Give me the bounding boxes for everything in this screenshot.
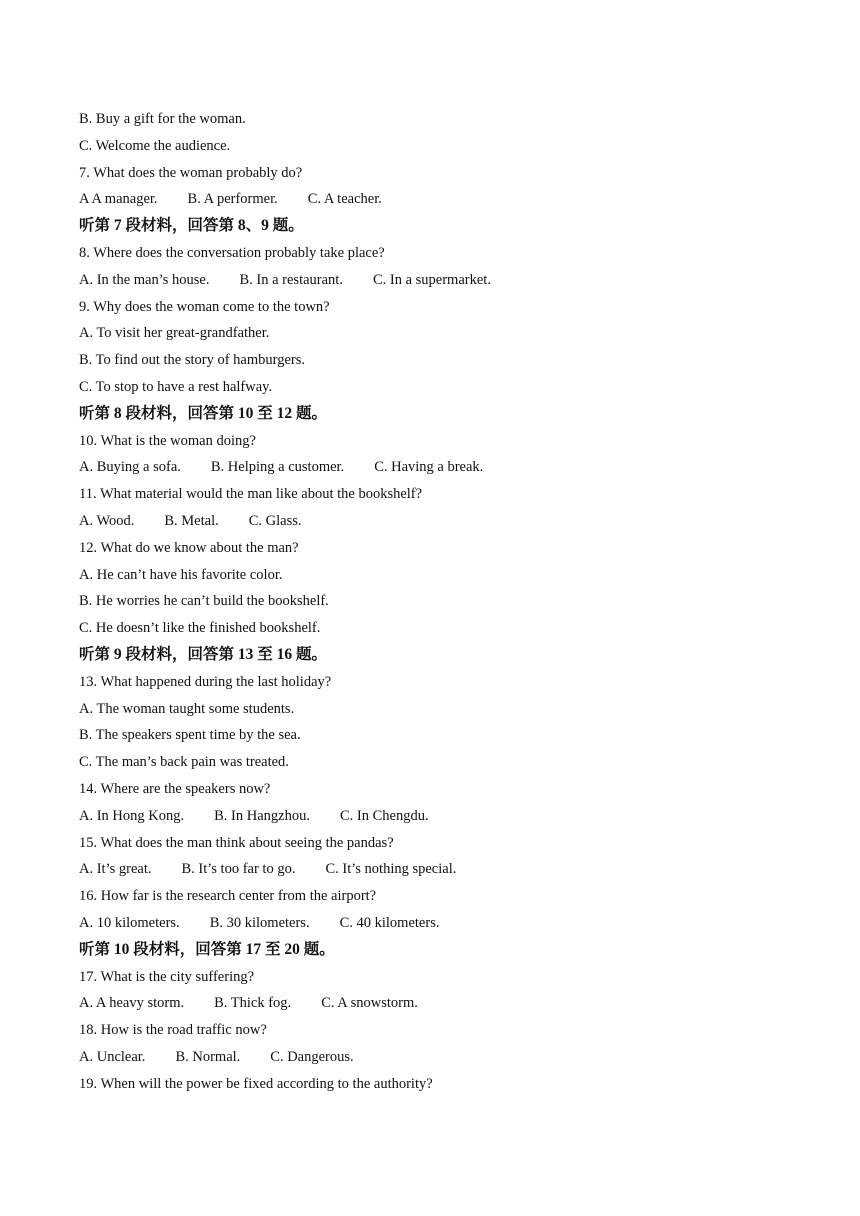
question-line: 17. What is the city suffering? <box>79 968 255 985</box>
options-row <box>79 508 819 535</box>
option-b: B. In a restaurant. <box>239 271 343 288</box>
section-heading: 听第 8 段材料，回答第 10 至 12 题。 <box>79 404 328 422</box>
option-c: C. Dangerous. <box>270 1048 354 1065</box>
question-line: 9. Why does the woman come to the town? <box>79 298 330 315</box>
option-a: A. Unclear. <box>79 1048 146 1065</box>
options-row <box>79 856 819 883</box>
option-c: C. In a supermarket. <box>372 271 491 288</box>
option-c: C. It’s nothing special. <box>325 861 457 878</box>
option-line: C. To stop to have a rest halfway. <box>79 378 273 395</box>
options-row <box>79 990 819 1017</box>
option-c: C. Glass. <box>248 512 302 529</box>
option-a: A. Wood. <box>79 512 135 529</box>
option-line: B. The speakers spent time by the sea. <box>79 727 301 744</box>
section-heading: 听第 9 段材料，回答第 13 至 16 题。 <box>79 645 328 663</box>
question-line: 7. What does the woman probably do? <box>79 164 303 181</box>
option-line: C. The man’s back pain was treated. <box>79 754 289 771</box>
option-a: A. In Hong Kong. <box>79 807 185 824</box>
option-a: A. In the man’s house. <box>79 271 210 288</box>
options-row <box>79 910 819 937</box>
question-line: 15. What does the man think about seeing the pandas? <box>79 834 394 851</box>
question-line: 13. What happened during the last holiday? <box>79 673 332 690</box>
option-line: A. He can’t have his favorite color. <box>79 566 283 583</box>
option-c: C. A snowstorm. <box>321 995 418 1012</box>
option-line: A. To visit her great-grandfather. <box>79 325 270 342</box>
option-c: C. Having a break. <box>374 459 484 476</box>
options-row <box>79 803 819 830</box>
question-line: 19. When will the power be fixed according to the authority? <box>79 1075 433 1092</box>
question-line: 12. What do we know about the man? <box>79 539 299 556</box>
option-b: B. Thick fog. <box>214 995 292 1012</box>
question-line: 11. What material would the man like about the bookshelf? <box>79 486 423 503</box>
option-b: B. 30 kilometers. <box>209 914 310 931</box>
option-a: A A manager. <box>79 191 158 208</box>
option-c: C. In Chengdu. <box>339 807 429 824</box>
option-line: C. He doesn’t like the finished bookshelf. <box>79 620 321 637</box>
options-row <box>79 1044 819 1071</box>
option-c: C. 40 kilometers. <box>339 914 440 931</box>
option-line: B. To find out the story of hamburgers. <box>79 352 305 369</box>
option-c: C. A teacher. <box>307 191 382 208</box>
document-page <box>79 106 819 1097</box>
options-row <box>79 267 819 294</box>
option-line: B. Buy a gift for the woman. <box>79 111 246 127</box>
option-line: B. He worries he can’t build the bookshelf. <box>79 593 329 610</box>
options-row <box>79 454 819 481</box>
section-heading: 听第 10 段材料，回答第 17 至 20 题。 <box>79 940 335 958</box>
question-line: 10. What is the woman doing? <box>79 432 256 449</box>
question-line: 16. How far is the research center from the airport? <box>79 888 377 905</box>
option-a: A. It’s great. <box>79 861 152 878</box>
question-line: 18. How is the road traffic now? <box>79 1022 267 1039</box>
option-b: B. A performer. <box>187 191 278 208</box>
option-b: B. In Hangzhou. <box>214 807 310 824</box>
option-a: A. A heavy storm. <box>79 995 185 1012</box>
option-line: A. The woman taught some students. <box>79 700 295 717</box>
option-line: C. Welcome the audience. <box>79 137 231 154</box>
option-b: B. Normal. <box>175 1048 241 1065</box>
option-b: B. Metal. <box>164 512 219 529</box>
options-row <box>79 186 819 213</box>
section-heading: 听第 7 段材料，回答第 8、9 题。 <box>79 217 304 235</box>
option-a: A. 10 kilometers. <box>79 914 180 931</box>
question-line: 8. Where does the conversation probably take place? <box>79 244 385 261</box>
option-b: B. Helping a customer. <box>210 459 345 476</box>
option-a: A. Buying a sofa. <box>79 459 181 476</box>
question-line: 14. Where are the speakers now? <box>79 780 271 797</box>
option-b: B. It’s too far to go. <box>181 861 296 878</box>
